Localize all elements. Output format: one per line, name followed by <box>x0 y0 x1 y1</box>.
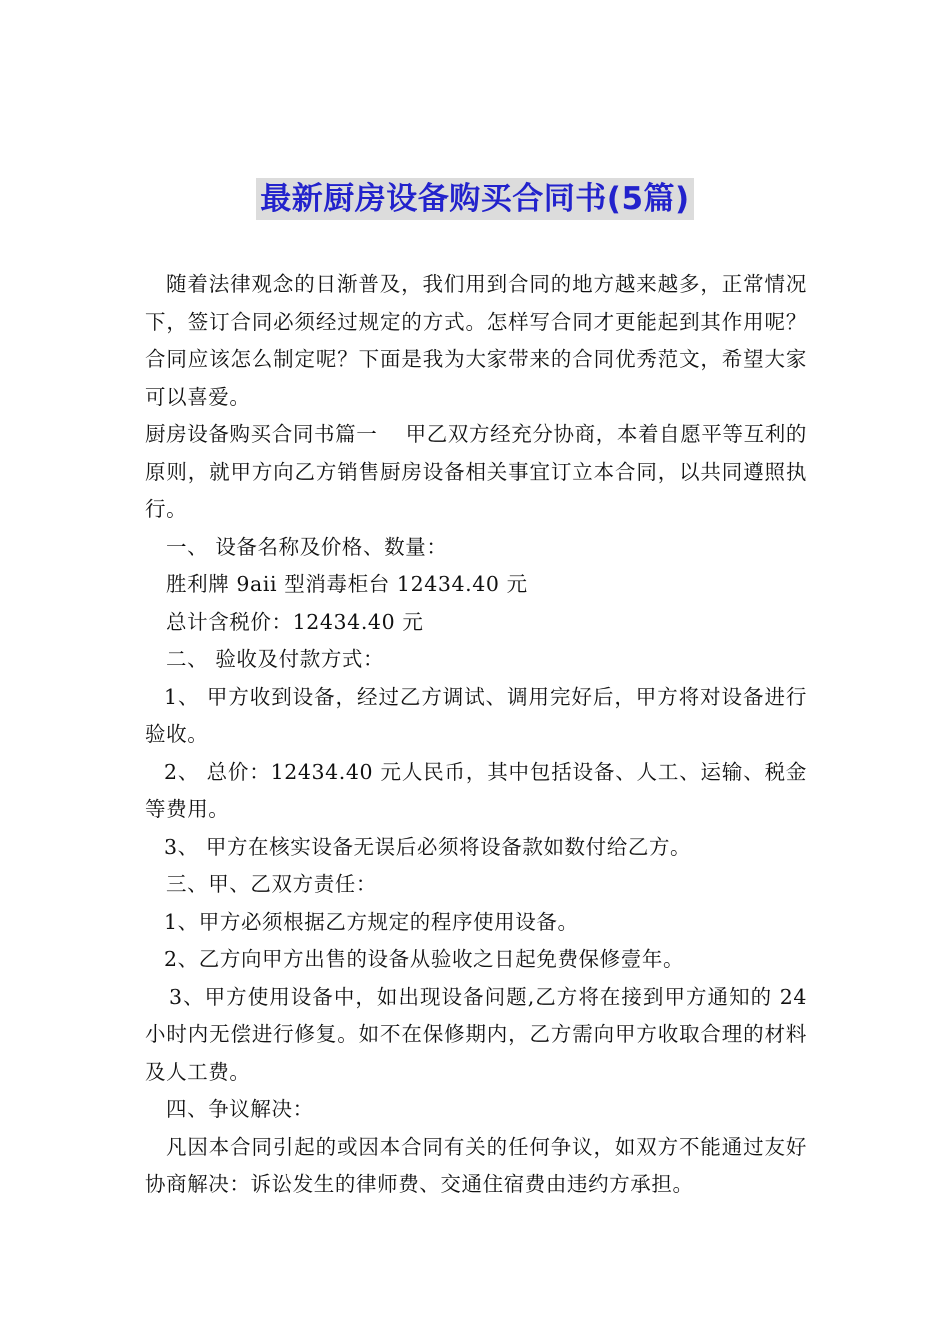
title-container <box>0 178 950 220</box>
intro-paragraph: 随着法律观念的日渐普及，我们用到合同的地方越来越多，正常情况下，签订合同必须经过规定的方式。怎样写合同才更能起到其作用呢？合同应该怎么制定呢？下面是我为大家带来的合同优秀范文，希望大家可以喜爱。 <box>145 272 807 409</box>
acceptance-clause-1: 1、 甲方收到设备，经过乙方调试、调用完好后，甲方将对设备进行验收。 <box>145 684 807 746</box>
section-heading-dispute: 四、争议解决： <box>166 1097 314 1121</box>
total-price: 总计含税价：12434.40 元 <box>166 609 424 634</box>
section-heading-equipment: 一、 设备名称及价格、数量： <box>166 534 448 559</box>
acceptance-clause-2: 2、 总价：12434.40 元人民币，其中包括设备、人工、运输、税金等费用。 <box>145 759 807 821</box>
responsibility-clause-3: 3、甲方使用设备中，如出现设备问题,乙方将在接到甲方通知的 24 小时内无偿进行修复。如不在保修期内，乙方需向甲方收取合理的材料及人工费。 <box>145 984 807 1084</box>
acceptance-clause-3: 3、 甲方在核实设备无误后必须将设备款如数付给乙方。 <box>164 834 692 859</box>
section-heading-acceptance: 二、 验收及付款方式： <box>166 647 385 671</box>
equipment-item: 胜利牌 9aii 型消毒柜台 12434.40 元 <box>166 572 528 596</box>
document-title: 最新厨房设备购买合同书(5篇) <box>256 178 693 220</box>
responsibility-clause-1: 1、甲方必须根据乙方规定的程序使用设备。 <box>164 909 579 934</box>
section-heading-responsibilities: 三、甲、乙双方责任： <box>166 872 377 896</box>
contract-opening-paragraph: 厨房设备购买合同书篇一 甲乙双方经充分协商，本着自愿平等互利的原则，就甲方向乙方销售厨房设备相关事宜订立本合同，以共同遵照执行。 <box>145 422 807 521</box>
dispute-clause: 凡因本合同引起的或因本合同有关的任何争议，如双方不能通过友好协商解决：诉讼发生的律师费、交通住宿费由违约方承担。 <box>145 1134 807 1196</box>
document-body <box>145 266 807 1204</box>
responsibility-clause-2: 2、乙方向甲方出售的设备从验收之日起免费保修壹年。 <box>164 947 685 971</box>
